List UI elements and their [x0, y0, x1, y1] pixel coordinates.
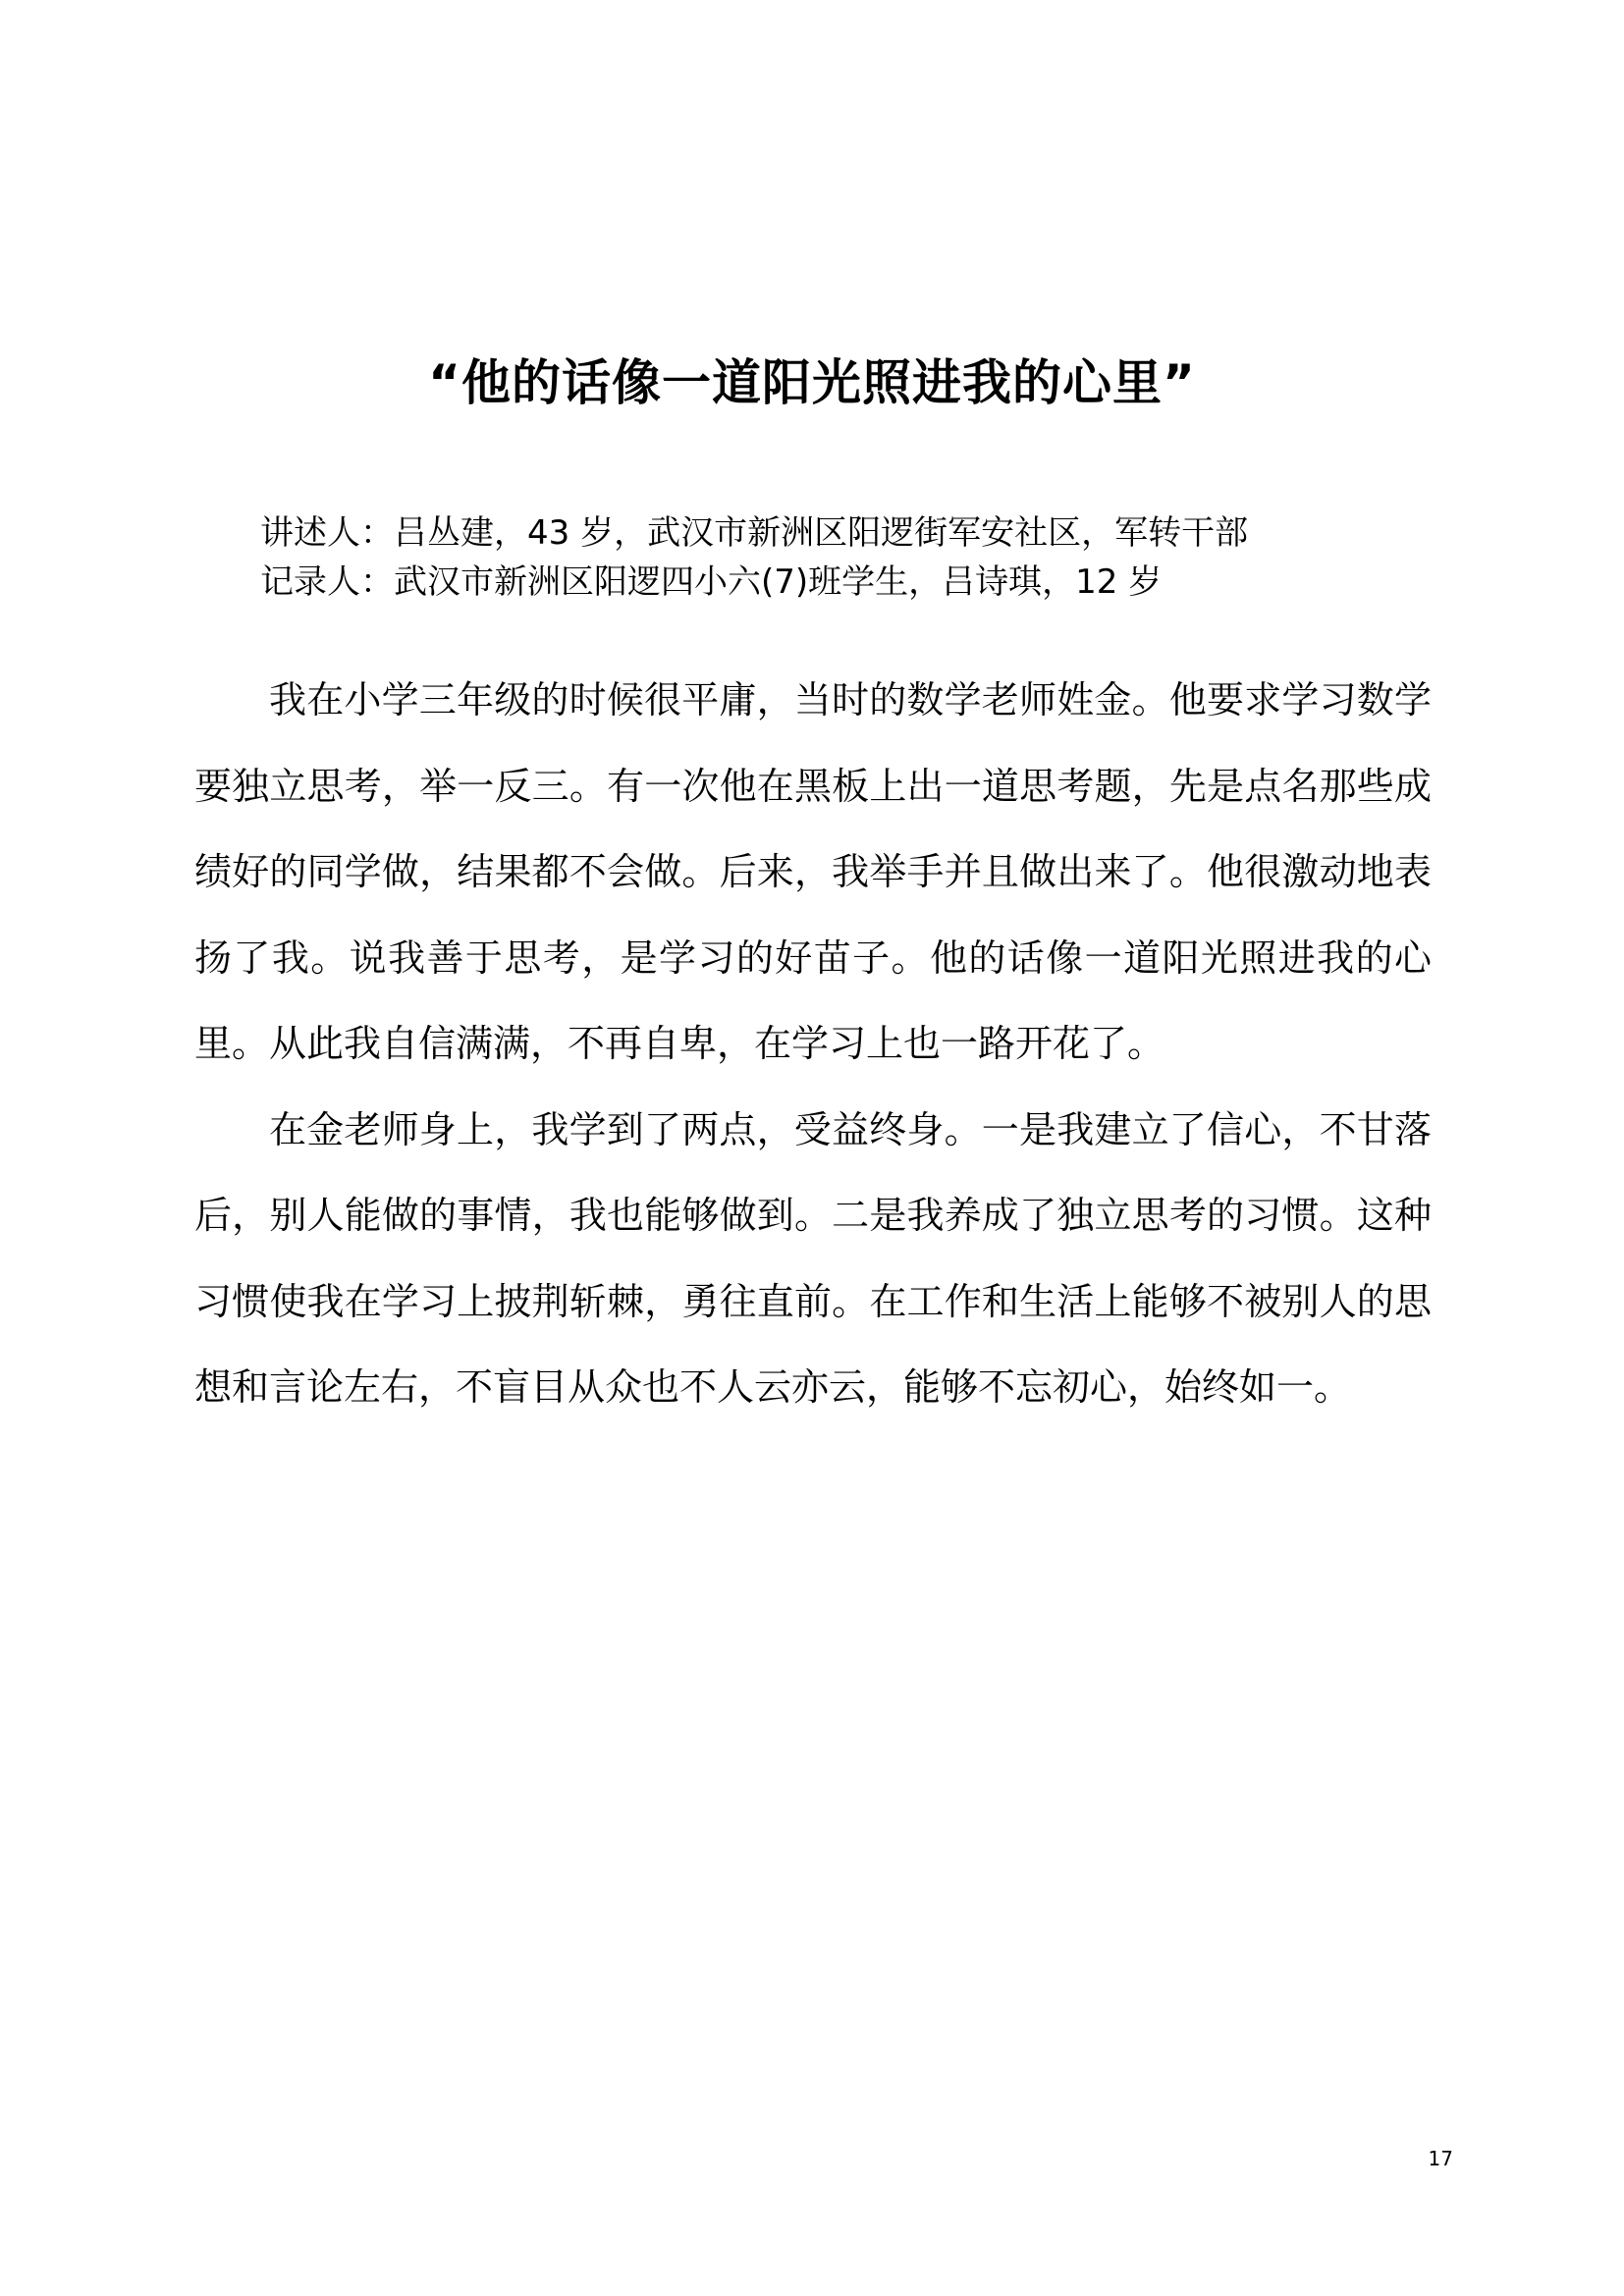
story-title: “他的话像一道阳光照进我的心里” [428, 354, 1196, 411]
recorder-line: 记录人：武汉市新洲区阳逻四小六(7)班学生，吕诗琪，12 岁 [260, 562, 1163, 602]
story-body [194, 658, 1432, 1431]
paragraph-1: 我在小学三年级的时候很平庸，当时的数学老师姓金。他要求学习数学要独立思考，举一反三。有一次他在黑板上出一道思考题，先是点名那些成绩好的同学做，结果都不会做。后来，我举手并且做出来了。他很激动地表扬了我。说我善于思考，是学习的好苗子。他的话像一道阳光照进我的心里。从此我自信满满，不再自卑，在学习上也一路开花了。 [194, 678, 1432, 1065]
narrator-line: 讲述人：吕丛建，43 岁，武汉市新洲区阳逻街军安社区，军转干部 [260, 513, 1249, 553]
credits-block [260, 508, 1488, 607]
paragraph-2: 在金老师身上，我学到了两点，受益终身。一是我建立了信心，不甘落后，别人能做的事情，我也能够做到。二是我养成了独立思考的习惯。这种习惯使我在学习上披荆斩棘，勇往直前。在工作和生活上能够不被别人的思想和言论左右，不盲目从众也不人云亦云，能够不忘初心，始终如一。 [194, 1107, 1432, 1409]
page-number: 17 [1428, 2147, 1453, 2170]
